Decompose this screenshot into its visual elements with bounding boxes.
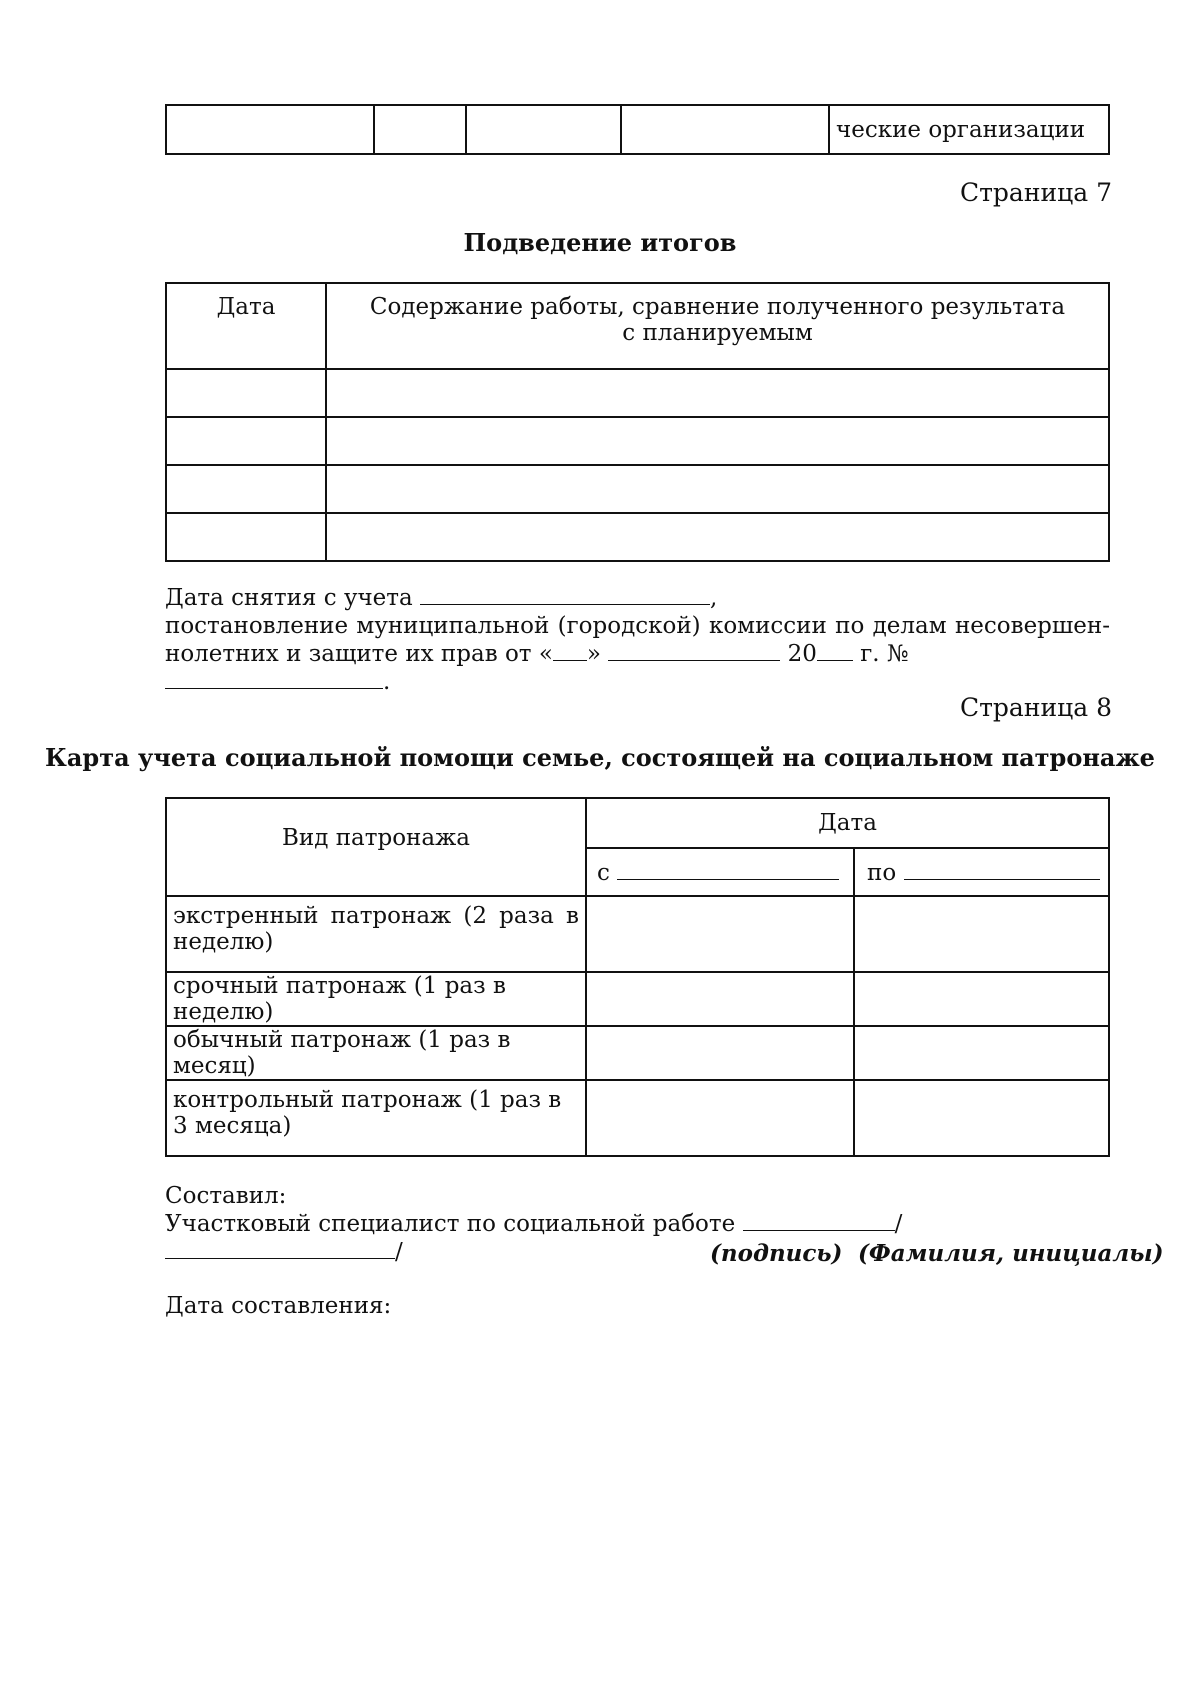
table-cell [586,1026,854,1080]
table-header-row [166,283,1109,369]
resolution-month-blank [608,640,780,661]
resolution-number-blank [165,668,383,689]
table-cell [166,513,326,561]
name-blank [165,1238,395,1259]
resolution-day-blank [553,640,587,661]
table-cell [374,105,466,154]
table-cell [166,417,326,465]
patronage-kind: обычный патронаж (1 раз в месяц) [166,1026,586,1080]
page-label-7: Страница 7 [959,178,1112,207]
resolution-line-2: нолетних и защите их прав от « » 20 г. № . [165,641,909,695]
continued-table-fragment [165,104,1110,155]
table-cell [326,465,1109,513]
patronage-table [165,797,1110,1157]
resolution-quote-close: » [586,641,601,667]
slash-1: / [894,1211,903,1237]
date-compiled-label: Дата составления: [165,1293,392,1319]
slash-2: / [395,1239,403,1265]
table-cell [586,1080,854,1156]
table-row [166,1026,1109,1080]
table-row [166,105,1109,154]
table-cell-text: ческие организации [829,105,1109,154]
date-to-cell [854,848,1109,896]
table-row [166,1080,1109,1156]
col-header-date: Дата [586,798,1109,848]
table-cell [854,1026,1109,1080]
table-cell [466,105,621,154]
table-header-row [166,798,1109,848]
deregistration-date-label: Дата снятия с учета [165,585,413,611]
caption-signature: (подпись) [710,1240,843,1267]
deregistration-date-line: Дата снятия с учета , [165,585,718,611]
resolution-line-2-prefix: нолетних и защите их прав от « [165,641,553,667]
deregistration-date-blank [420,584,710,605]
table-cell [854,972,1109,1026]
table-cell [854,896,1109,972]
date-from-blank [617,859,839,880]
table-cell [326,513,1109,561]
col-header-content [326,283,1109,369]
col-header-kind: Вид патронажа [166,798,586,896]
date-from-label: с [597,859,610,886]
patronage-kind: экстренный патронаж (2 раза в неделю) [166,896,586,972]
compiler-role: Участковый специалист по социальной работе [165,1211,736,1237]
table-cell [166,465,326,513]
resolution-year-prefix: 20 [787,641,817,667]
table-row [166,972,1109,1026]
table-cell [854,1080,1109,1156]
col-header-content-text: Содержание работы, сравнение полученного результата с планируемым [369,294,1066,346]
section-title-summary: Подведение итогов [463,228,737,257]
resolution-year-suffix: г. [860,641,880,667]
patronage-kind: срочный патронаж (1 раз в неделю) [166,972,586,1026]
patronage-kind: контрольный патронаж (1 раз в 3 месяца) [166,1080,586,1156]
table-cell [166,369,326,417]
date-to-label: по [867,859,897,886]
resolution-year-blank [817,640,853,661]
compiled-label: Составил: [165,1183,287,1209]
table-row [166,465,1109,513]
table-cell [326,369,1109,417]
table-row [166,369,1109,417]
table-row [166,417,1109,465]
table-cell [326,417,1109,465]
section-title-patronage-card: Карта учета социальной помощи семье, состоящей на социальном патронаже [45,743,1155,772]
date-to-blank [904,859,1100,880]
col-header-date: Дата [166,283,326,369]
table-cell [586,972,854,1026]
table-cell [621,105,829,154]
summary-table [165,282,1110,562]
resolution-number-sign: № [886,641,909,667]
table-cell [166,105,374,154]
date-from-cell [586,848,854,896]
page-label-8: Страница 8 [959,693,1112,722]
table-cell [586,896,854,972]
table-row [166,513,1109,561]
signature-blank [743,1210,895,1231]
caption-name: (Фамилия, инициалы) [858,1240,1164,1267]
table-row [166,896,1109,972]
resolution-line-1: постановление муниципальной (городской) комиссии по делам несовершен- [165,613,1110,639]
